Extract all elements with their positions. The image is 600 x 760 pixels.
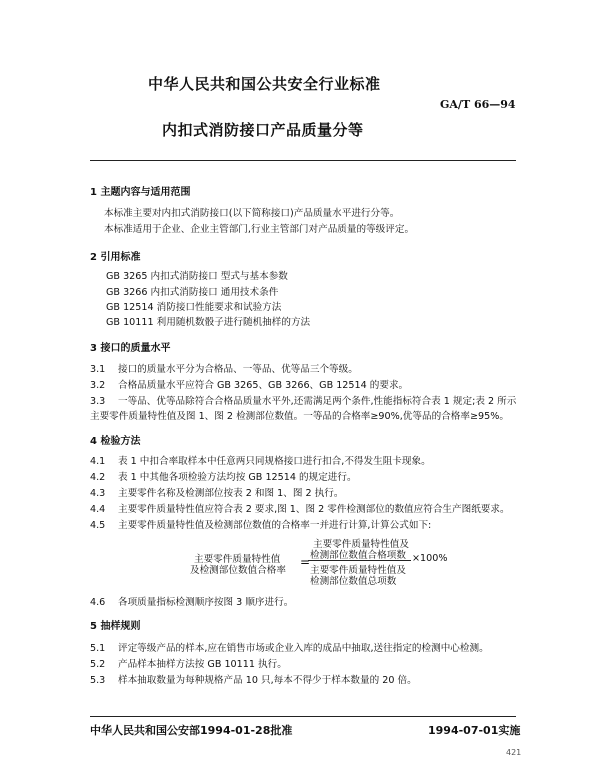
clause-3-2 <box>90 377 408 391</box>
formula-numerator-line-2: 检测部位数值合格项数 <box>310 550 406 561</box>
clause-text: 主要零件质量特性值及检测部位数值的合格率一并进行计算,计算公式如下: <box>118 520 432 531</box>
clause-number: 5.3 <box>90 675 106 686</box>
section-1-paragraph-2: 本标准适用于企业、企业主管部门,行业主管部门对产品质量的等级评定。 <box>104 224 415 235</box>
formula-denominator-line-1: 主要零件质量特性值及 <box>310 565 406 576</box>
clause-number: 4.6 <box>90 597 106 608</box>
reference-item: GB 3265 内扣式消防接口 型式与基本参数 <box>106 271 288 282</box>
fraction-bar <box>308 560 411 561</box>
clause-text: 样本抽取数量为每种规格产品 10 只,每本不得少于样本数量的 20 倍。 <box>118 675 417 686</box>
header-rule <box>90 160 516 161</box>
page-number: 421 <box>506 748 522 757</box>
clause-number: 3.1 <box>90 364 106 375</box>
clause-5-2 <box>90 656 287 670</box>
clause-4-3 <box>90 485 343 499</box>
section-1-heading: 1 主题内容与适用范围 <box>90 187 191 198</box>
clause-number: 3.3 <box>90 396 106 407</box>
clause-text: 合格品质量水平应符合 GB 3265、GB 3266、GB 12514 的要求。 <box>118 380 409 391</box>
document-title: 内扣式消防接口产品质量分等 <box>162 121 364 139</box>
clause-number: 4.2 <box>90 472 106 483</box>
section-4-heading: 4 检验方法 <box>90 436 141 447</box>
clause-text: 主要零件质量特性值应符合表 2 要求,图 1、图 2 零件检测部位的数值应符合生产图纸要求。 <box>118 504 510 515</box>
clause-number: 4.5 <box>90 520 106 531</box>
clause-text: 产品样本抽样方法按 GB 10111 执行。 <box>118 659 287 670</box>
clause-4-4 <box>90 501 510 515</box>
clause-number: 5.2 <box>90 659 106 670</box>
formula-equals: = <box>300 555 311 569</box>
footer-rule <box>90 716 516 717</box>
formula-multiplier: ×100% <box>412 553 448 564</box>
section-2-heading: 2 引用标准 <box>90 252 141 263</box>
clause-text: 表 1 中扣合率取样本中任意两只同规格接口进行扣合,不得发生阻卡现象。 <box>118 456 431 467</box>
section-5-heading: 5 抽样规则 <box>90 621 141 632</box>
clause-text: 主要零件名称及检测部位按表 2 和图 1、图 2 执行。 <box>118 488 344 499</box>
clause-number: 4.4 <box>90 504 106 515</box>
clause-number: 3.2 <box>90 380 106 391</box>
clause-5-3 <box>90 672 417 686</box>
clause-number: 5.1 <box>90 643 106 654</box>
reference-item: GB 3266 内扣式消防接口 通用技术条件 <box>106 287 279 298</box>
section-3-heading: 3 接口的质量水平 <box>90 343 171 354</box>
clause-3-1 <box>90 361 358 375</box>
formula-denominator-line-2: 检测部位数值总项数 <box>310 576 397 587</box>
clause-number: 4.1 <box>90 456 106 467</box>
clause-3-3-continued: 主要零件质量特性值及图 1、图 2 检测部位数值。一等品的合格率≥90%,优等品的合格率≥95%。 <box>90 411 509 422</box>
clause-4-5 <box>90 517 431 531</box>
clause-4-6 <box>90 594 293 608</box>
clause-4-2 <box>90 469 357 483</box>
standard-code: GA/T 66—94 <box>440 98 516 111</box>
formula-lhs-line-2: 及检测部位数值合格率 <box>190 565 286 576</box>
clause-text: 评定等级产品的样本,应在销售市场或企业入库的成品中抽取,送往指定的检测中心检测。 <box>118 643 489 654</box>
clause-5-1 <box>90 640 489 654</box>
approval-statement: 中华人民共和国公安部1994-01-28批准 <box>90 724 293 737</box>
clause-text: 接口的质量水平分为合格品、一等品、优等品三个等级。 <box>118 364 358 375</box>
clause-3-3 <box>90 393 516 407</box>
reference-item: GB 10111 利用随机数骰子进行随机抽样的方法 <box>106 317 311 328</box>
clause-number: 4.3 <box>90 488 106 499</box>
clause-4-1 <box>90 453 431 467</box>
clause-text: 表 1 中其他各项检验方法均按 GB 12514 的规定进行。 <box>118 472 357 483</box>
clause-text: 一等品、优等品除符合合格品质量水平外,还需满足两个条件,性能指标符合表 1 规定;表 2 所示 <box>118 396 517 407</box>
reference-item: GB 12514 消防接口性能要求和试验方法 <box>106 302 282 313</box>
formula-lhs-line-1: 主要零件质量特性值 <box>194 554 281 565</box>
section-1-paragraph-1: 本标准主要对内扣式消防接口(以下简称接口)产品质量水平进行分等。 <box>104 208 400 219</box>
standard-organization: 中华人民共和国公共安全行业标准 <box>148 75 381 93</box>
formula-numerator-line-1: 主要零件质量特性值及 <box>313 539 409 550</box>
effective-date: 1994-07-01实施 <box>428 724 521 737</box>
clause-text: 各项质量指标检测顺序按图 3 顺序进行。 <box>118 597 294 608</box>
